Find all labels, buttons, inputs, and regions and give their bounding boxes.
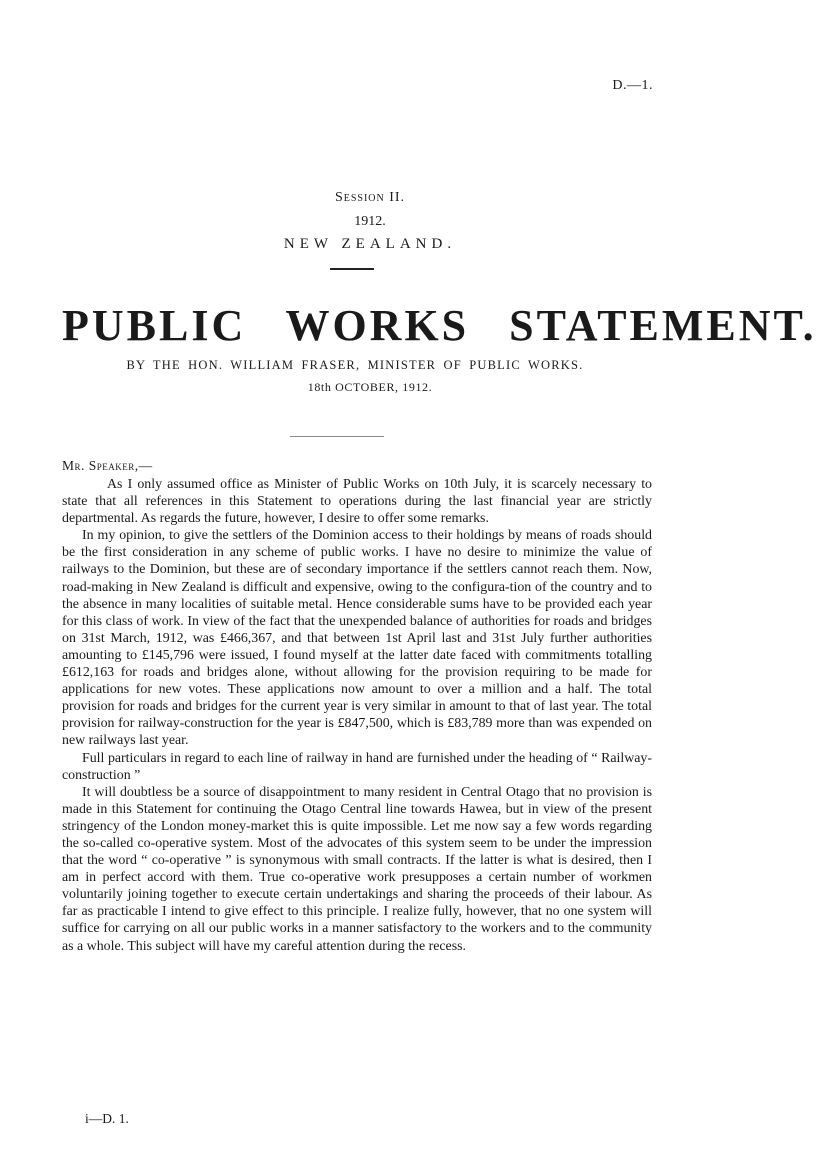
session-year: 1912. (354, 214, 386, 229)
document-reference: D.—1. (612, 78, 653, 93)
session-text: Session II. (334, 190, 406, 205)
statement-date: 18th OCTOBER, 1912. (307, 380, 433, 394)
country-heading: NEW ZEALAND. (283, 236, 457, 252)
author-byline: BY THE HON. WILLIAM FRASER, MINISTER OF PUBLIC WORKS. (126, 358, 584, 372)
paragraph: It will doubtless be a source of disappointment to many resident in Central Otago that no provision is made in this Statement for continuing the Otago Central line towards Hawea, but in view of the present stringency of the London money-market this is quite impossible. Let me now say a few words regarding the so-called co-operative system. Most of the advocates of this system seem to be under the impression that the word “ co-operative ” is synonymous with small contracts. If the latter is what is desired, then I am in perfect accord with them. True co-operative work presupposes a certain number of workmen voluntarily joining together to execute certain undertakings and sharing the proceeds of their labour. As far as practicable I intend to give effect to this principle. I realize fully, however, that no one system will suffice for carrying on all our public works in a manner satisfactory to the workers and to the community as a whole. This subject will have my careful attention during the recess. (62, 784, 652, 954)
page-title: PUBLIC WORKS STATEMENT. (62, 301, 817, 350)
session-label (0, 190, 700, 206)
header-divider (330, 268, 374, 270)
paragraph: Full particulars in regard to each line of railway in hand are furnished under the heading of “ Railway-construction ” (62, 750, 652, 783)
page-signature: i—D. 1. (85, 1111, 129, 1126)
title-divider (290, 436, 384, 437)
salutation: Mr. Speaker,— (62, 458, 153, 473)
statement-body (62, 476, 652, 955)
paragraph: In my opinion, to give the settlers of the Dominion access to their holdings by means of roads should be the first consideration in any scheme of public works. I have no desire to minimize the value of railways to the Dominion, but these are of secondary importance if the settlers cannot reach them. Now, road-making in New Zealand is difficult and expensive, owing to the configura-tion of the country and to the absence in many localities of suitable metal. Hence considerable sums have to be provided each year for this class of work. In view of the fact that the unexpended balance of authorities for roads and bridges on 31st March, 1912, was £466,367, and that between 1st April last and 31st July further authorities amounting to £145,796 were issued, I found myself at the latter date faced with commitments totalling £612,163 for roads and bridges alone, without allowing for the provision requiring to be made for applications for new votes. These applications now amount to over a million and a half. The total provision for roads and bridges for the current year is very similar in amount to that of last year. The total provision for railway-construction for the year is £847,500, which is £83,789 more than was expended on new railways last year. (62, 528, 652, 749)
paragraph: As I only assumed office as Minister of Public Works on 10th July, it is scarcely necessary to state that all references in this Statement to operations during the last financial year are strictly departmental. As regards the future, however, I desire to offer some remarks. (62, 477, 652, 527)
